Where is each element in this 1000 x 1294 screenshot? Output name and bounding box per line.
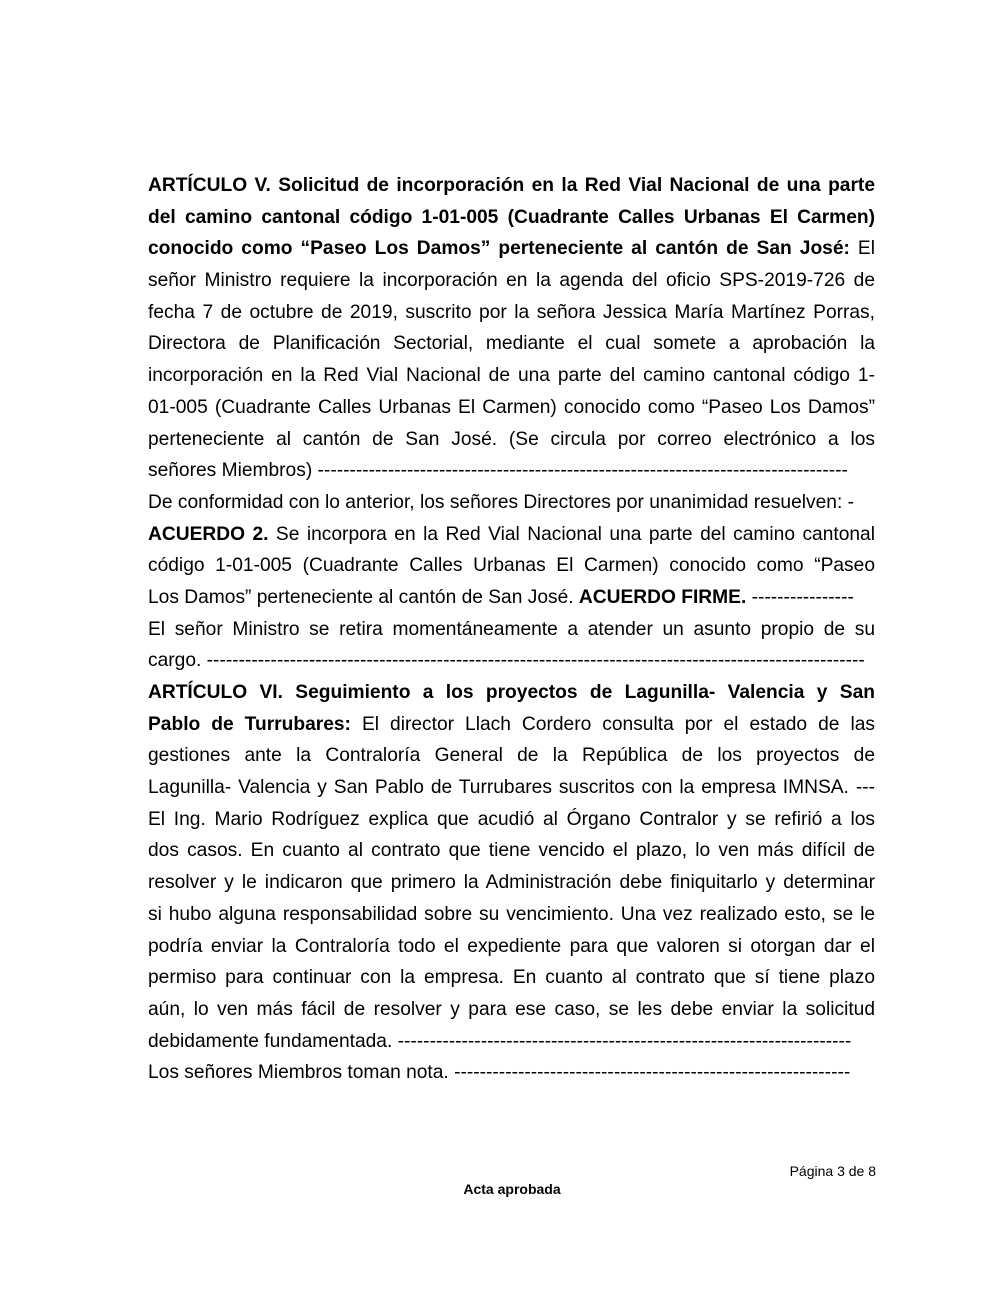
text-line (148, 645, 875, 677)
text-line (148, 170, 875, 202)
text-line (148, 392, 875, 424)
text: señor Ministro requiere la incorporación en la agenda del oficio SPS-2019-726 de (148, 270, 875, 292)
text: fecha 7 de octubre de 2019, suscrito por la señora Jessica María Martínez Porras, (148, 301, 875, 323)
text: Lagunilla- Valencia y San Pablo de Turrubares suscritos con la empresa IMNSA. --- (148, 777, 875, 799)
text: debidamente fundamentada. ----------------------------------------------------------------------- (148, 1030, 852, 1052)
text-line (148, 519, 875, 551)
text: Los Damos” perteneciente al cantón de San José. (148, 586, 579, 608)
text: ---------------- (746, 586, 854, 608)
text-line (148, 962, 875, 994)
text: gestiones ante la Contraloría General de la República de los proyectos de (148, 745, 875, 767)
text: 01-005 (Cuadrante Calles Urbanas El Carmen) conocido como “Paseo Los Damos” (148, 396, 875, 418)
text: El señor Ministro se retira momentáneamente a atender un asunto propio de su (148, 618, 875, 640)
text: señores Miembros) ----------------------------------------------------------------------------------- (148, 460, 848, 482)
text-line (148, 1057, 875, 1089)
text-line (148, 265, 875, 297)
text-line (148, 772, 875, 804)
text: aún, lo ven más fácil de resolver y para ese caso, se les debe enviar la solicitud (148, 998, 875, 1020)
bold-text: ACUERDO 2. (148, 523, 269, 545)
text: De conformidad con lo anterior, los señores Directores por unanimidad resuelven: - (148, 491, 855, 513)
text-line (148, 202, 875, 234)
text-line (148, 867, 875, 899)
document-body (148, 170, 875, 1089)
text-line (148, 487, 875, 519)
footer-note: Acta aprobada (463, 1181, 561, 1197)
text: El director Llach Cordero consulta por el estado de las (350, 713, 875, 735)
text: Directora de Planificación Sectorial, mediante el cual somete a aprobación la (148, 333, 875, 355)
text: El Ing. Mario Rodríguez explica que acudió al Órgano Contralor y se refirió a los (148, 808, 875, 830)
bold-text: conocido como “Paseo Los Damos” perteneciente al cantón de San José: (148, 238, 850, 260)
text-line (148, 740, 875, 772)
text-line (148, 835, 875, 867)
text-line (148, 424, 875, 456)
text: permiso para continuar con la empresa. En cuanto al contrato que sí tiene plazo (148, 967, 875, 989)
text: código 1-01-005 (Cuadrante Calles Urbanas El Carmen) conocido como “Paseo (148, 555, 875, 577)
page-number: Página 3 de 8 (789, 1163, 876, 1179)
text-line (148, 233, 875, 265)
text: Los señores Miembros toman nota. -------------------------------------------------------------- (148, 1062, 851, 1084)
text: perteneciente al cantón de San José. (Se circula por correo electrónico a los (148, 428, 875, 450)
text: Se incorpora en la Red Vial Nacional una parte del camino cantonal (268, 523, 875, 545)
text-line (148, 297, 875, 329)
bold-text: Pablo de Turrubares: (148, 713, 351, 735)
bold-text: del camino cantonal código 1-01-005 (Cuadrante Calles Urbanas El Carmen) (148, 206, 875, 228)
text: El (849, 238, 875, 260)
text-line (148, 1026, 875, 1058)
text: si hubo alguna responsabilidad sobre su vencimiento. Una vez realizado esto, se le (148, 903, 875, 925)
text-line (148, 582, 875, 614)
text-line (148, 804, 875, 836)
text-line (148, 455, 875, 487)
text-line (148, 709, 875, 741)
bold-text: ACUERDO FIRME. (578, 586, 747, 608)
text-line (148, 614, 875, 646)
bold-text: ARTÍCULO V. Solicitud de incorporación en la Red Vial Nacional de una parte (148, 175, 875, 196)
text-line (148, 994, 875, 1026)
text-line (148, 677, 875, 709)
text-line (148, 360, 875, 392)
text-line (148, 931, 875, 963)
text: incorporación en la Red Vial Nacional de una parte del camino cantonal código 1- (148, 365, 875, 387)
text-line (148, 899, 875, 931)
text: cargo. ------------------------------------------------------------------------------------------------------- (148, 650, 865, 672)
text: podría enviar la Contraloría todo el expediente para que valoren si otorgan dar el (148, 935, 875, 957)
bold-text: ARTÍCULO VI. Seguimiento a los proyectos de Lagunilla- Valencia y San (148, 682, 875, 703)
text: dos casos. En cuanto al contrato que tiene vencido el plazo, lo ven más difícil de (148, 840, 875, 862)
text-line (148, 550, 875, 582)
text: resolver y le indicaron que primero la Administración debe finiquitarlo y determinar (148, 872, 875, 894)
text-line (148, 328, 875, 360)
